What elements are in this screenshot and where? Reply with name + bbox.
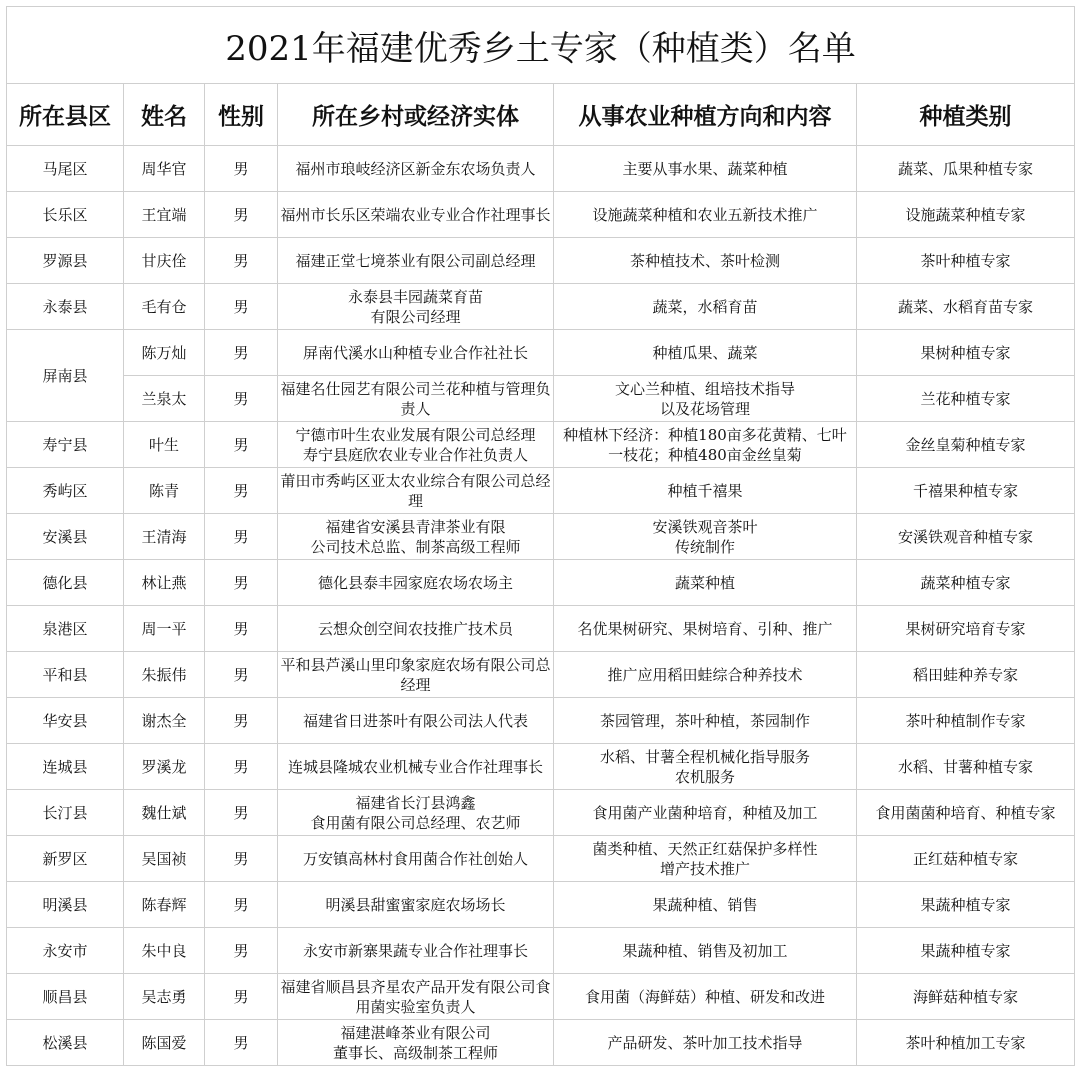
cell-county: 松溪县	[7, 1020, 124, 1066]
cell-direction: 食用菌（海鲜菇）种植、研发和改进	[554, 974, 857, 1020]
cell-direction: 果蔬种植、销售	[554, 882, 857, 928]
cell-gender: 男	[205, 330, 278, 376]
table-row	[7, 514, 1075, 560]
cell-gender: 男	[205, 606, 278, 652]
cell-category: 设施蔬菜种植专家	[857, 192, 1075, 238]
cell-category: 食用菌菌种培育、种植专家	[857, 790, 1075, 836]
cell-org: 永泰县丰园蔬菜育苗 有限公司经理	[278, 284, 554, 330]
cell-gender: 男	[205, 744, 278, 790]
table-row	[7, 974, 1075, 1020]
table-row	[7, 284, 1075, 330]
cell-gender: 男	[205, 698, 278, 744]
cell-direction: 名优果树研究、果树培育、引种、推广	[554, 606, 857, 652]
cell-category: 正红菇种植专家	[857, 836, 1075, 882]
cell-category: 茶叶种植专家	[857, 238, 1075, 284]
cell-org: 宁德市叶生农业发展有限公司总经理 寿宁县庭欣农业专业合作社负责人	[278, 422, 554, 468]
table-row	[7, 698, 1075, 744]
cell-category: 茶叶种植制作专家	[857, 698, 1075, 744]
cell-direction: 果蔬种植、销售及初加工	[554, 928, 857, 974]
cell-org: 永安市新寨果蔬专业合作社理事长	[278, 928, 554, 974]
table-row	[7, 560, 1075, 606]
cell-name: 朱振伟	[124, 652, 205, 698]
cell-gender: 男	[205, 146, 278, 192]
cell-category: 蔬菜、水稻育苗专家	[857, 284, 1075, 330]
cell-org: 福州市琅岐经济区新金东农场负责人	[278, 146, 554, 192]
cell-gender: 男	[205, 192, 278, 238]
cell-name: 林让燕	[124, 560, 205, 606]
cell-county: 泉港区	[7, 606, 124, 652]
table-row	[7, 882, 1075, 928]
cell-org: 福建省长汀县鸿鑫 食用菌有限公司总经理、农艺师	[278, 790, 554, 836]
title-row	[7, 7, 1075, 84]
cell-name: 王宜端	[124, 192, 205, 238]
header-gender: 性别	[205, 84, 278, 146]
cell-gender: 男	[205, 560, 278, 606]
cell-name: 魏仕斌	[124, 790, 205, 836]
cell-name: 毛有仓	[124, 284, 205, 330]
cell-org: 连城县隆城农业机械专业合作社理事长	[278, 744, 554, 790]
cell-org: 屏南代溪水山种植专业合作社社长	[278, 330, 554, 376]
table-row	[7, 330, 1075, 376]
cell-name: 周华官	[124, 146, 205, 192]
cell-county: 长乐区	[7, 192, 124, 238]
cell-org: 明溪县甜蜜蜜家庭农场场长	[278, 882, 554, 928]
cell-gender: 男	[205, 422, 278, 468]
cell-category: 稻田蛙种养专家	[857, 652, 1075, 698]
table-row	[7, 468, 1075, 514]
cell-gender: 男	[205, 1020, 278, 1066]
cell-county: 永安市	[7, 928, 124, 974]
page-title: 2021年福建优秀乡土专家（种植类）名单	[7, 7, 1075, 84]
cell-county: 屏南县	[7, 330, 124, 422]
cell-county: 罗源县	[7, 238, 124, 284]
cell-county: 寿宁县	[7, 422, 124, 468]
cell-direction: 蔬菜，水稻育苗	[554, 284, 857, 330]
cell-name: 陈青	[124, 468, 205, 514]
cell-org: 福州市长乐区荣端农业专业合作社理事长	[278, 192, 554, 238]
cell-county: 长汀县	[7, 790, 124, 836]
cell-county: 华安县	[7, 698, 124, 744]
cell-name: 罗溪龙	[124, 744, 205, 790]
cell-direction: 推广应用稻田蛙综合种养技术	[554, 652, 857, 698]
cell-org: 福建湛峰茶业有限公司 董事长、高级制茶工程师	[278, 1020, 554, 1066]
cell-direction: 文心兰种植、组培技术指导 以及花场管理	[554, 376, 857, 422]
cell-direction: 种植瓜果、蔬菜	[554, 330, 857, 376]
cell-name: 吴国祯	[124, 836, 205, 882]
header-row	[7, 84, 1075, 146]
cell-name: 吴志勇	[124, 974, 205, 1020]
header-direction: 从事农业种植方向和内容	[554, 84, 857, 146]
cell-category: 安溪铁观音种植专家	[857, 514, 1075, 560]
cell-county: 秀屿区	[7, 468, 124, 514]
table-row	[7, 606, 1075, 652]
table-row	[7, 422, 1075, 468]
cell-org: 云想众创空间农技推广技术员	[278, 606, 554, 652]
cell-gender: 男	[205, 652, 278, 698]
cell-category: 兰花种植专家	[857, 376, 1075, 422]
cell-org: 平和县芦溪山里印象家庭农场有限公司总经理	[278, 652, 554, 698]
cell-county: 明溪县	[7, 882, 124, 928]
cell-gender: 男	[205, 514, 278, 560]
cell-org: 福建省顺昌县齐星农产品开发有限公司食用菌实验室负责人	[278, 974, 554, 1020]
cell-direction: 茶园管理，茶叶种植，茶园制作	[554, 698, 857, 744]
table-row	[7, 652, 1075, 698]
cell-gender: 男	[205, 238, 278, 284]
cell-direction: 产品研发、茶叶加工技术指导	[554, 1020, 857, 1066]
cell-category: 果蔬种植专家	[857, 928, 1075, 974]
cell-name: 陈万灿	[124, 330, 205, 376]
header-name: 姓名	[124, 84, 205, 146]
cell-gender: 男	[205, 836, 278, 882]
cell-name: 王清海	[124, 514, 205, 560]
cell-name: 朱中良	[124, 928, 205, 974]
table-row	[7, 192, 1075, 238]
cell-category: 蔬菜、瓜果种植专家	[857, 146, 1075, 192]
cell-gender: 男	[205, 882, 278, 928]
cell-name: 陈春辉	[124, 882, 205, 928]
cell-category: 果树种植专家	[857, 330, 1075, 376]
cell-county: 新罗区	[7, 836, 124, 882]
experts-table	[6, 6, 1075, 1066]
cell-category: 海鲜菇种植专家	[857, 974, 1075, 1020]
cell-category: 果蔬种植专家	[857, 882, 1075, 928]
cell-category: 千禧果种植专家	[857, 468, 1075, 514]
header-org: 所在乡村或经济实体	[278, 84, 554, 146]
cell-gender: 男	[205, 790, 278, 836]
cell-county: 永泰县	[7, 284, 124, 330]
cell-county: 连城县	[7, 744, 124, 790]
cell-county: 平和县	[7, 652, 124, 698]
cell-name: 陈国爱	[124, 1020, 205, 1066]
cell-org: 福建省日进茶叶有限公司法人代表	[278, 698, 554, 744]
header-county: 所在县区	[7, 84, 124, 146]
cell-org: 福建正堂七境茶业有限公司副总经理	[278, 238, 554, 284]
table-row	[7, 1020, 1075, 1066]
table-row	[7, 238, 1075, 284]
cell-direction: 主要从事水果、蔬菜种植	[554, 146, 857, 192]
table-row	[7, 790, 1075, 836]
cell-category: 金丝皇菊种植专家	[857, 422, 1075, 468]
cell-gender: 男	[205, 468, 278, 514]
cell-org: 德化县泰丰园家庭农场农场主	[278, 560, 554, 606]
cell-direction: 茶种植技术、茶叶检测	[554, 238, 857, 284]
cell-org: 万安镇高林村食用菌合作社创始人	[278, 836, 554, 882]
cell-direction: 水稻、甘薯全程机械化指导服务 农机服务	[554, 744, 857, 790]
cell-gender: 男	[205, 974, 278, 1020]
cell-county: 安溪县	[7, 514, 124, 560]
cell-org: 福建名仕园艺有限公司兰花种植与管理负责人	[278, 376, 554, 422]
cell-gender: 男	[205, 284, 278, 330]
cell-direction: 菌类种植、天然正红菇保护多样性 增产技术推广	[554, 836, 857, 882]
cell-direction: 安溪铁观音茶叶 传统制作	[554, 514, 857, 560]
cell-name: 谢杰全	[124, 698, 205, 744]
cell-direction: 食用菌产业菌种培育，种植及加工	[554, 790, 857, 836]
cell-category: 水稻、甘薯种植专家	[857, 744, 1075, 790]
cell-direction: 种植林下经济：种植180亩多花黄精、七叶一枝花；种植480亩金丝皇菊	[554, 422, 857, 468]
cell-org: 福建省安溪县青津茶业有限 公司技术总监、制茶高级工程师	[278, 514, 554, 560]
cell-name: 周一平	[124, 606, 205, 652]
table-row	[7, 146, 1075, 192]
cell-direction: 蔬菜种植	[554, 560, 857, 606]
header-category: 种植类别	[857, 84, 1075, 146]
table-row	[7, 376, 1075, 422]
cell-category: 茶叶种植加工专家	[857, 1020, 1075, 1066]
cell-county: 马尾区	[7, 146, 124, 192]
cell-direction: 种植千禧果	[554, 468, 857, 514]
table-row	[7, 928, 1075, 974]
cell-direction: 设施蔬菜种植和农业五新技术推广	[554, 192, 857, 238]
cell-gender: 男	[205, 928, 278, 974]
cell-category: 蔬菜种植专家	[857, 560, 1075, 606]
cell-name: 叶生	[124, 422, 205, 468]
cell-name: 兰泉太	[124, 376, 205, 422]
cell-gender: 男	[205, 376, 278, 422]
cell-county: 德化县	[7, 560, 124, 606]
table-row	[7, 744, 1075, 790]
cell-county: 顺昌县	[7, 974, 124, 1020]
table-row	[7, 836, 1075, 882]
cell-name: 甘庆佺	[124, 238, 205, 284]
cell-category: 果树研究培育专家	[857, 606, 1075, 652]
cell-org: 莆田市秀屿区亚太农业综合有限公司总经理	[278, 468, 554, 514]
